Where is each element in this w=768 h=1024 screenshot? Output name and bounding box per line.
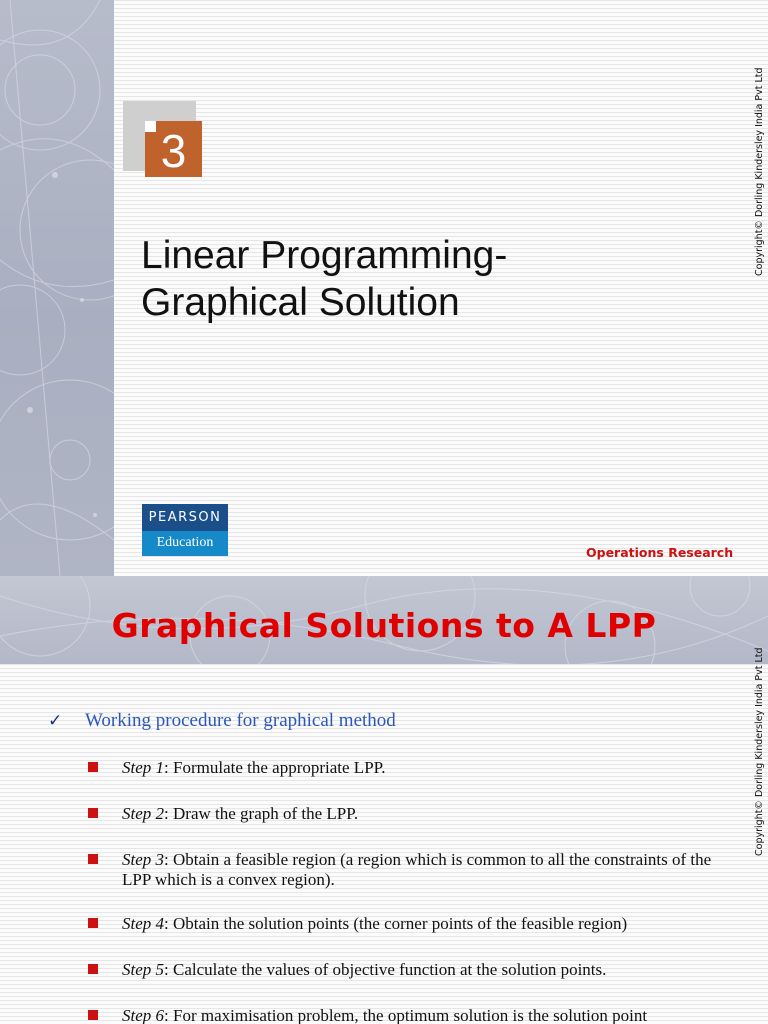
slide-title-line1: Linear Programming-	[141, 234, 508, 277]
procedure-heading	[48, 710, 396, 732]
step-name: Step 1	[122, 758, 165, 777]
copyright-notice: Copyright© Dorling Kindersley India Pvt Ltd	[754, 647, 765, 856]
decorative-circuit-pattern	[0, 0, 114, 576]
step-name: Step 3	[122, 850, 165, 869]
square-bullet-icon	[88, 854, 98, 864]
checkmark-icon: ✓	[48, 711, 63, 731]
step-text: : Obtain the solution points (the corner points of the feasible region)	[164, 914, 628, 933]
step-name: Step 5	[122, 960, 165, 979]
step-text: : For maximisation problem, the optimum solution is the solution point	[164, 1006, 648, 1024]
square-bullet-icon	[88, 918, 98, 928]
step-text: : Obtain a feasible region (a region which is common to all the constraints of the LPP which is a convex region).	[122, 850, 712, 889]
step-item	[122, 850, 722, 890]
footer-subject: Operations Research	[586, 545, 734, 560]
step-item	[122, 914, 722, 934]
step-item	[122, 758, 722, 778]
square-bullet-icon	[88, 964, 98, 974]
slide-title: Graphical Solutions to A LPP	[111, 606, 657, 645]
decorative-side-panel	[0, 0, 114, 576]
step-item	[122, 804, 722, 824]
logo-top-text: PEARSON	[142, 504, 228, 531]
step-item	[122, 1006, 722, 1024]
square-bullet-icon	[88, 808, 98, 818]
step-name: Step 2	[122, 804, 165, 823]
square-bullet-icon	[88, 762, 98, 772]
chapter-number: 3	[160, 125, 187, 177]
slide-title-line2: Graphical Solution	[141, 281, 460, 324]
title-banner	[0, 576, 768, 664]
step-text: : Formulate the appropriate LPP.	[164, 758, 386, 777]
content-slide	[0, 576, 768, 1024]
procedure-label: Working procedure for graphical method	[85, 710, 396, 731]
step-text: : Calculate the values of objective function at the solution points.	[164, 960, 607, 979]
pearson-education-logo	[142, 504, 228, 556]
square-bullet-icon	[88, 1010, 98, 1020]
step-name: Step 4	[122, 914, 165, 933]
step-name: Step 6	[122, 1006, 165, 1024]
copyright-notice: Copyright© Dorling Kindersley India Pvt Ltd	[754, 67, 765, 276]
logo-bottom-text: Education	[142, 531, 228, 556]
step-text: : Draw the graph of the LPP.	[164, 804, 359, 823]
step-item	[122, 960, 722, 980]
slide-title	[141, 232, 701, 326]
